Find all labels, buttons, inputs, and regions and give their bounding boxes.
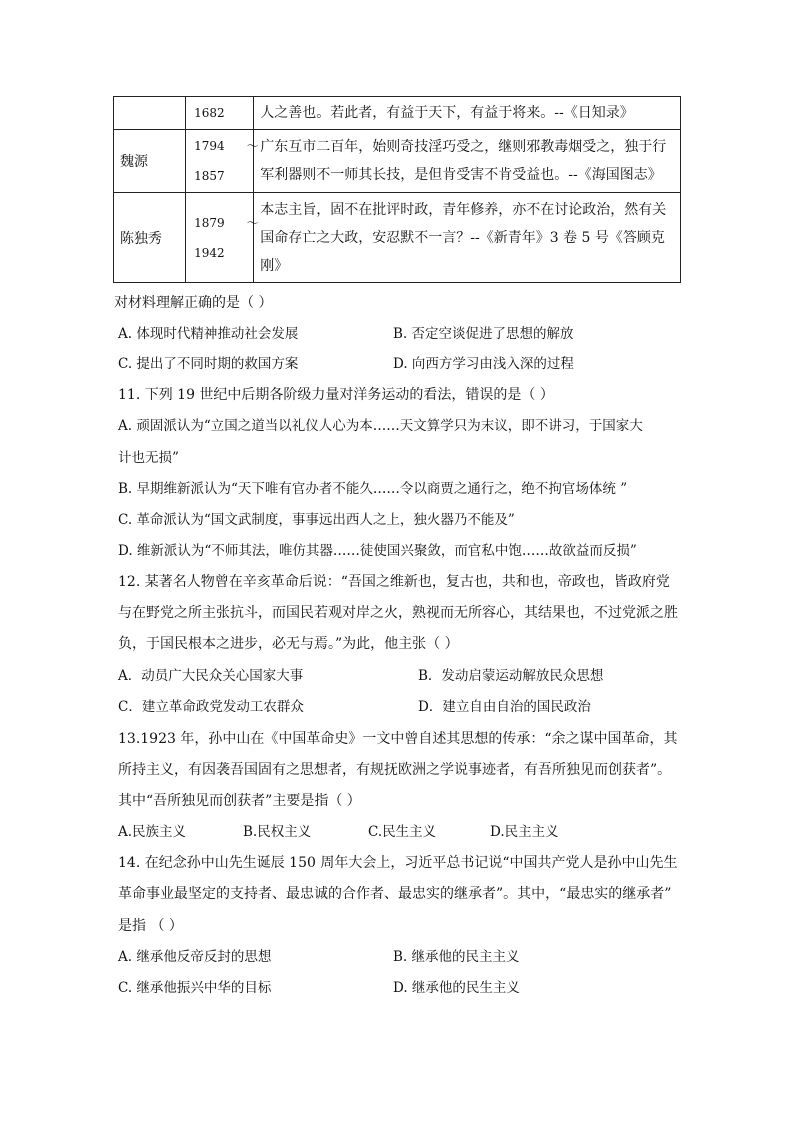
q10-option-c[interactable]: C. 提出了不同时期的救国方案 [118,356,299,372]
q14-option-d[interactable]: D. 继承他的民生主义 [393,980,520,996]
q12-stem-line: 负，于国民根本之进步，必无与焉。”为此，他主张（ ） [118,636,459,652]
q10-stem: 对材料理解正确的是（ ） [114,295,273,311]
q12-stem-line: 与在野党之所主张抗斗，而国民若观对岸之火，熟视而无所容心，其结果也，不过党派之胜 [118,605,678,621]
q14-option-c[interactable]: C. 继承他振兴中华的目标 [118,980,272,996]
quote-line: 军利器则不一师其长技，是但肯受害不肯受益也。--《海国图志》 [260,167,662,183]
person-name-cell [114,97,186,130]
years-cell [186,97,254,130]
table-row [114,130,681,193]
table-row [114,193,681,283]
q13-option-c[interactable]: C.民生主义 [368,824,437,840]
year-end: 1857 [194,169,225,183]
years-cell [186,130,259,193]
quote-cell [254,97,681,130]
q11-option-b[interactable]: B. 早期维新派认为“天下唯有官办者不能久……令以商贾之通行之，绝不拘官场体统 ” [118,481,628,497]
source-table [113,96,681,283]
q11-option-d[interactable]: D. 维新派认为“不师其法，唯仿其器……徒使国兴聚敛，而官私中饱……故欲益而反损” [118,543,637,559]
year-start: 1794 [194,139,225,153]
year-start: 1682 [194,106,225,120]
q12-option-b[interactable]: B．发动启蒙运动解放民众思想 [418,668,604,684]
q13-option-a[interactable]: A.民族主义 [118,824,187,840]
q12-option-c[interactable]: C．建立革命政党发动工农群众 [118,699,304,715]
years-cell [186,193,259,283]
table-row [114,97,681,130]
quote-line: 国命存亡之大政，安忍默不一言？--《新青年》3 卷 5 号《答顾克 [260,229,665,246]
quote-line: 人之善也。若此者，有益于天下，有益于将来。--《日知录》 [260,105,634,121]
quote-line: 刚》 [260,257,289,274]
q11-stem: 11. 下列 19 世纪中后期各阶级力量对洋务运动的看法，错误的是（ ） [118,387,554,403]
q10-option-d[interactable]: D. 向西方学习由浅入深的过程 [393,356,574,372]
q13-option-d[interactable]: D.民主主义 [490,824,559,840]
person-name-cell [114,130,186,193]
year-start: 1879 [194,215,225,230]
q13-option-b[interactable]: B.民权主义 [243,824,312,840]
q11-option-c[interactable]: C. 革命派认为“国文武制度，事事远出西人之上，独火器乃不能及” [118,512,515,528]
q12-option-d[interactable]: D．建立自由自治的国民政治 [418,699,591,715]
q13-stem-line: 其中“吾所独见而创获者”主要是指（ ） [118,793,361,809]
q10-option-b[interactable]: B. 否定空谈促进了思想的解放 [393,326,574,342]
person-name: 陈独秀 [120,230,162,247]
q14-stem-line: 14. 在纪念孙中山先生诞辰 150 周年大会上，习近平总书记说“中国共产党人是孙中山先生 [118,855,678,871]
quote-line: 广东互市二百年，始则奇技淫巧受之，继则邪教毒烟受之，独于行 [260,139,667,155]
tilde: ～ [246,139,259,153]
q14-stem-line: 是指 （ ） [118,918,183,934]
q12-stem-line: 12. 某著名人物曾在辛亥革命后说：“吾国之维新也，复古也，共和也，帝政也，皆政府党 [118,574,670,590]
quote-cell [254,130,681,193]
q14-option-b[interactable]: B. 继承他的民主主义 [393,949,520,965]
q13-stem-line: 所持主义，有因袭吾国固有之思想者，有规抚欧洲之学说事迹者，有吾所独见而创获者”。 [118,762,672,778]
quote-cell [254,193,681,283]
year-end: 1942 [194,245,225,260]
q11-option-a[interactable]: A. 顽固派认为“立国之道当以礼仪人心为本……天文算学只为末议，即不讲习，于国家大 [118,418,643,434]
person-name: 魏源 [120,154,148,170]
person-name-cell [114,193,186,283]
tilde: ～ [246,215,259,230]
q10-option-a[interactable]: A. 体现时代精神推动社会发展 [118,326,299,342]
q11-option-a-cont: 计也无损” [118,450,179,466]
q14-stem-line: 革命事业最坚定的支持者、最忠诚的合作者、最忠实的继承者”。其中，“最忠实的继承者” [118,886,672,902]
quote-line: 本志主旨，固不在批评时政，青年修养，亦不在讨论政治，然有关 [260,201,667,218]
q13-stem-line: 13.1923 年，孙中山在《中国革命史》一文中曾自述其思想的传承：“余之谋中国革命，其 [118,731,678,747]
q12-option-a[interactable]: A．动员广大民众关心国家大事 [118,668,304,684]
q14-option-a[interactable]: A. 继承他反帝反封的思想 [118,949,272,965]
